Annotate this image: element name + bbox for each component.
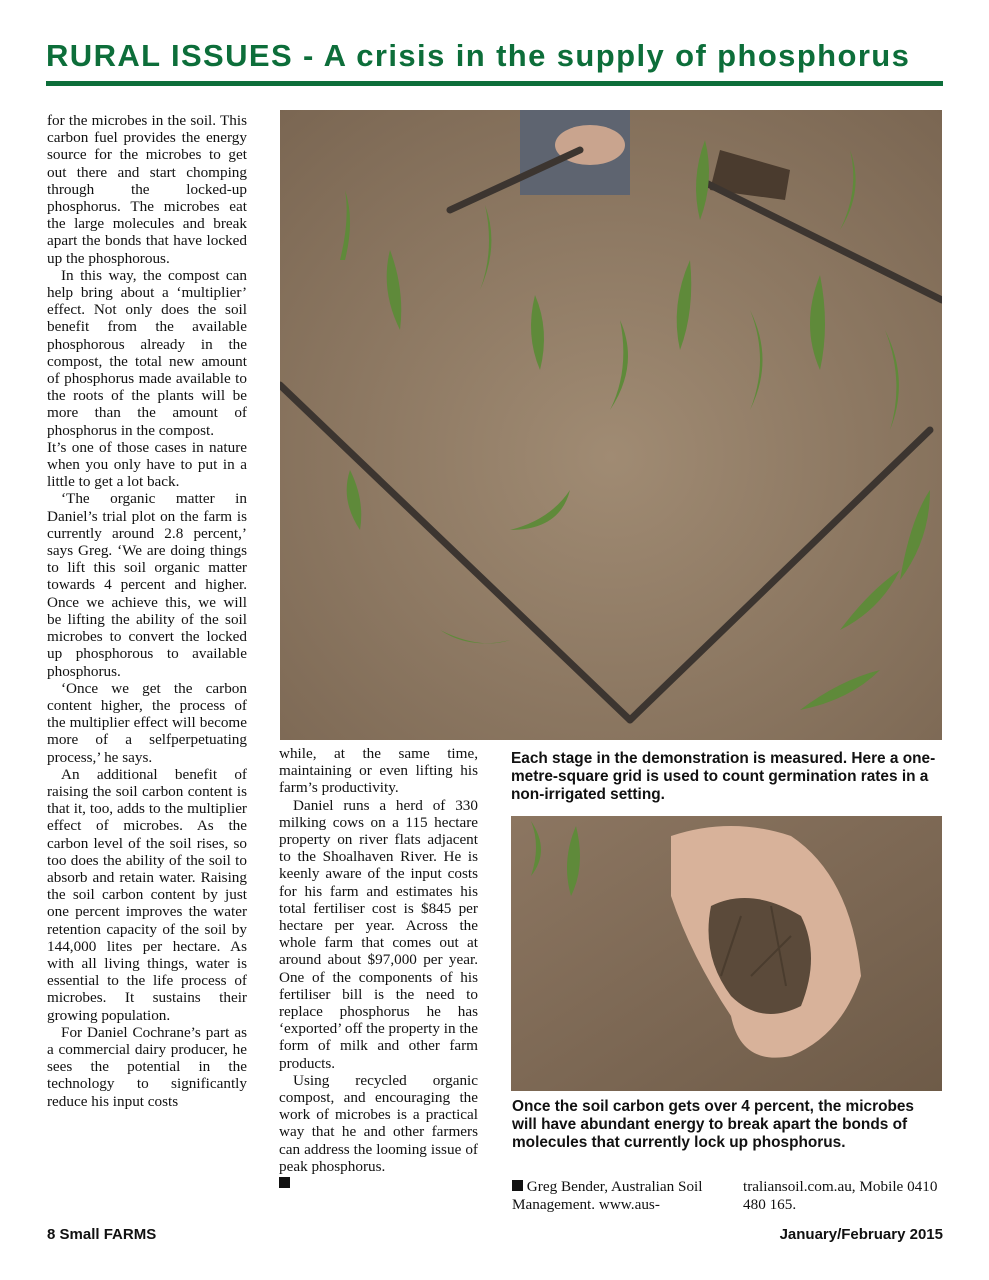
author-contact: traliansoil.com.au, Mobile 0410 480 165. — [743, 1178, 938, 1213]
article-column-2 — [279, 745, 478, 1192]
paragraph: ‘Once we get the carbon content higher, the process of the multiplier effect will become more of a selfperpetuating process,’ he says. — [47, 679, 247, 766]
article-column-1 — [47, 112, 247, 1110]
paragraph: In this way, the compost can help bring about a ‘multiplier’ effect. Not only does the soil benefit from the available phosphorous already in the compost, the total new amount of phosphorus made available to the roots of the plants will be more than the amount of phosphorus in the compost. — [47, 266, 247, 439]
title-divider — [46, 81, 943, 86]
corn-grid-illustration — [280, 110, 942, 740]
corn-grid-photo — [280, 110, 942, 740]
paragraph: For Daniel Cochrane’s part as a commercial dairy producer, he sees the potential in the technology to significantly reduce his input costs — [47, 1023, 247, 1110]
paragraph: It’s one of those cases in nature when you only have to put in a little to get a lot back. — [47, 438, 247, 491]
hand-photo-caption: Once the soil carbon gets over 4 percent, the microbes will have abundant energy to break apart the bonds of molecules that currently lock up phosphorus. — [512, 1098, 914, 1151]
end-mark-icon — [279, 1177, 290, 1188]
article-title: RURAL ISSUES - A crisis in the supply of phosphorus — [46, 38, 911, 73]
issue-date: January/February 2015 — [779, 1226, 943, 1243]
paragraph: ‘The organic matter in Daniel’s trial plot on the farm is currently around 2.8 percent,’ says Greg. ‘We are doing things to lift this soil organic matter towards 4 percent and higher. Once we achieve this, we will be lifting the ability of the soil microbes to convert the locked up phosphorous to available phosphorus. — [47, 490, 247, 680]
grid-photo-caption: Each stage in the demonstration is measured. Here a one-metre-square grid is used to count germination rates in a non-irrigated setting. — [511, 750, 936, 803]
soil-hand-photo — [511, 816, 942, 1091]
soil-hand-illustration — [511, 816, 942, 1091]
paragraph: for the microbes in the soil. This carbon fuel provides the energy source for the microbes to get out there and start chomping through the locked-up phosphorus. The microbes eat the large molecules and break apart the bonds that have locked up the phosphorous. — [47, 112, 247, 267]
paragraph: An additional benefit of raising the soil carbon content is that it, too, adds to the multiplier effect of microbes. As the carbon level of the soil rises, so too does the ability of the soil to absorb and retain water. Raising the soil carbon content by just one percent improves the water retention capacity of the soil by 144,000 lites per hectare. As with all living things, water is essential to the life process of microbes. It sustains their growing population. — [47, 765, 247, 1024]
author-byline — [512, 1178, 722, 1213]
byline-text-part1: Greg Bender, Australian Soil Management. www.aus- — [512, 1178, 703, 1213]
bullet-square-icon — [512, 1180, 523, 1191]
paragraph: Using recycled organic compost, and encouraging the work of microbes is a practical way that he and other farmers can address the looming issue of peak phosphorus. — [279, 1071, 478, 1175]
paragraph: Daniel runs a herd of 330 milking cows on a 115 hectare property on river flats adjacent to the Shoalhaven River. He is keenly aware of the input costs for his farm and estimates his total fertiliser cost is $845 per hectare per year. Across the whole farm that comes out at around about $97,000 per year. One of the components of his fertiliser bill is the need to replace phosphorus he has ‘exported’ off the property in the form of milk and other farm products. — [279, 796, 478, 1072]
paragraph: while, at the same time, maintaining or even lifting his farm’s productivity. — [279, 745, 478, 797]
page-number-publication: 8 Small FARMS — [47, 1226, 157, 1243]
